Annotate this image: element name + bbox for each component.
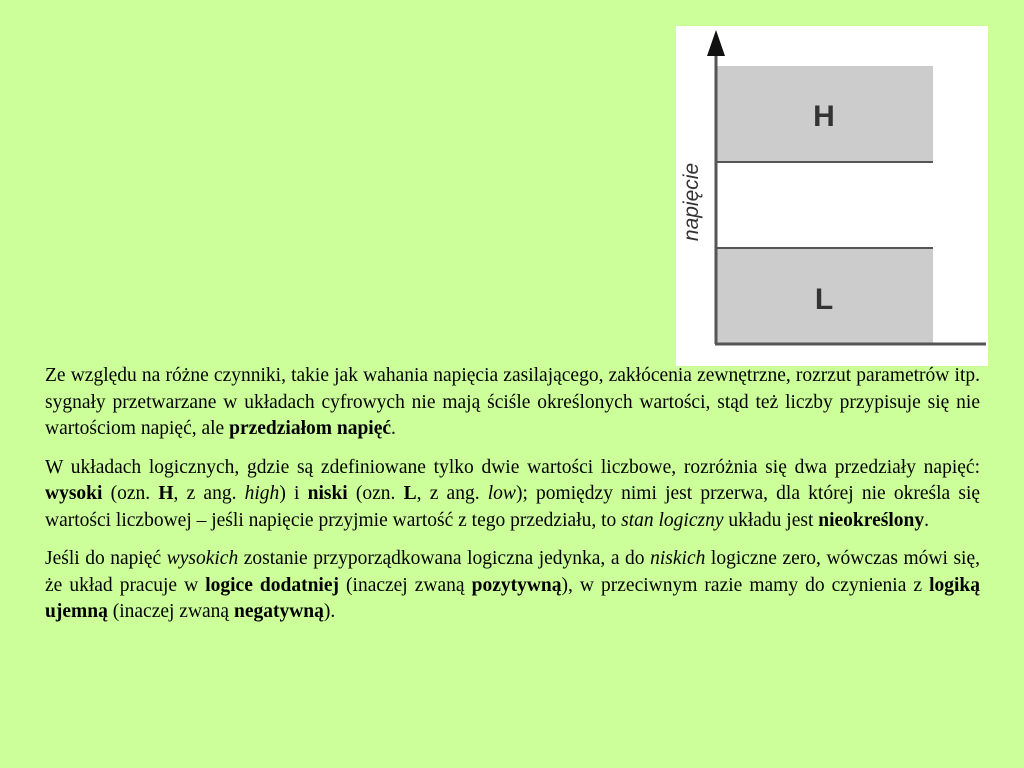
text-run: W układach logicznych, gdzie są zdefiniowane tylko dwie wartości liczbowe, rozróżnia się dwa przedziały napięć:	[45, 456, 980, 478]
text-run: ), w przeciwnym razie mamy do czynienia z	[561, 574, 930, 596]
bold-term: pozytywną	[471, 574, 562, 596]
high-label: H	[813, 100, 835, 133]
low-label: L	[814, 283, 834, 316]
text-run: (ozn.	[102, 483, 159, 504]
voltage-levels-figure	[676, 26, 988, 366]
axis-label: napięcie	[680, 162, 703, 242]
text-run: .	[924, 509, 929, 531]
italic-term: stan logiczny	[621, 509, 724, 531]
text-run: ) i	[279, 483, 308, 504]
bold-term: niski	[307, 483, 348, 504]
paragraph-3	[45, 546, 980, 626]
text-run: ); pomiędzy nimi jest przerwa, dla której nie określa się wartości liczbowej – jeśli napięcie przyjmie wartość z tego przedziału, to	[45, 483, 981, 531]
voltage-levels-diagram	[676, 26, 988, 366]
text-run: Ze względu na różne czynniki, takie jak wahania napięcia zasilającego, zakłócenia zewnętrzne, rozrzut parametrów itp. sygnały przetwarzane w układach cyfrowych nie mają ściśle określonych wartości, stąd też liczby przypisuje się nie wartościom napięć, ale	[45, 365, 980, 439]
bold-term: nieokreślony	[818, 509, 925, 531]
text-run: zostanie przyporządkowana logiczna jedynka, a do	[238, 548, 651, 569]
paragraph-1	[45, 363, 980, 443]
bold-term: przedziałom napięć	[229, 418, 392, 439]
italic-term: low	[487, 483, 516, 504]
text-run: (inaczej zwaną	[107, 601, 234, 622]
bold-term: wysoki	[45, 483, 103, 504]
text-run: Jeśli do napięć	[45, 548, 167, 569]
paragraph-2	[45, 455, 980, 535]
body-text	[45, 363, 980, 638]
text-run: logiczne zero, wówczas mówi się, że układ pracuje w	[45, 548, 981, 596]
italic-term: wysokich	[166, 548, 239, 569]
bold-term: H	[158, 483, 174, 504]
text-run: (inaczej zwaną	[339, 574, 472, 596]
text-run: (ozn.	[347, 483, 404, 504]
bold-term: negatywną	[233, 601, 324, 622]
text-run: .	[391, 418, 396, 439]
text-run: układu jest	[723, 509, 819, 531]
bold-term: L	[403, 483, 417, 504]
text-run: ).	[323, 601, 336, 622]
axis-arrow-icon	[707, 30, 725, 56]
italic-term: high	[244, 483, 280, 504]
text-run: , z ang.	[416, 483, 488, 504]
bold-term: logiką ujemną	[45, 574, 981, 622]
italic-term: niskich	[650, 548, 706, 569]
bold-term: logice dodatniej	[205, 574, 339, 596]
text-run: , z ang.	[173, 483, 245, 504]
